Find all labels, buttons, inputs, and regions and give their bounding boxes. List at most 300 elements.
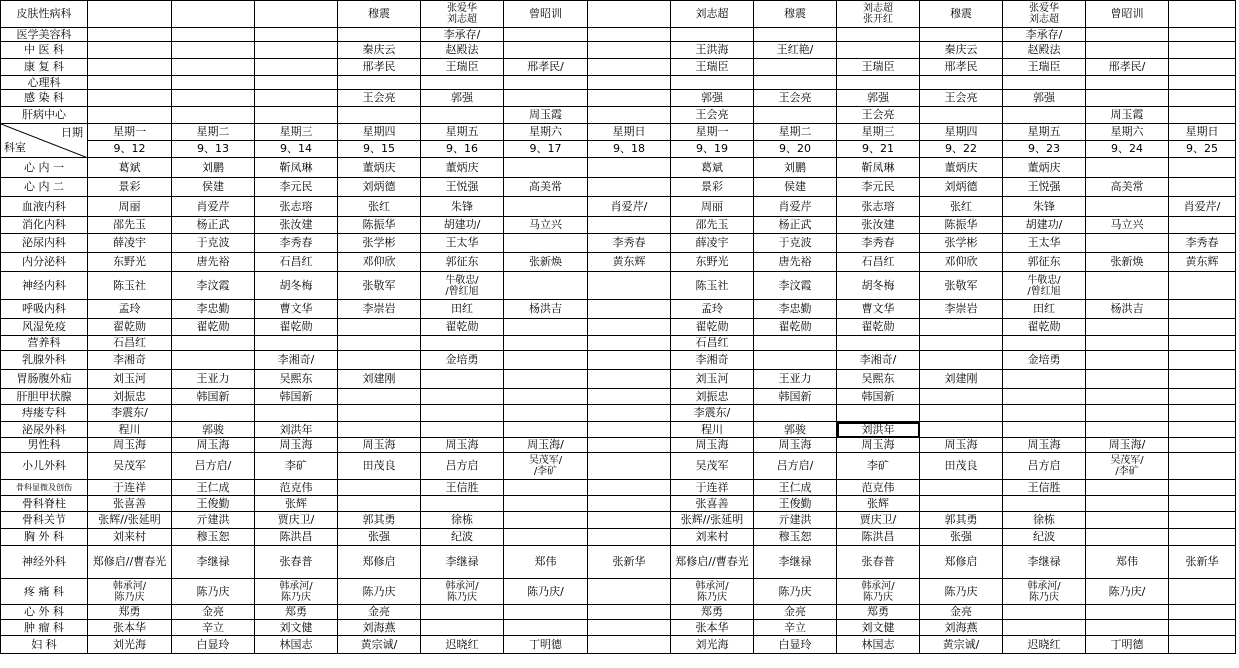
schedule-cell[interactable]: [338, 28, 421, 42]
dept-label[interactable]: 心理科: [1, 76, 88, 90]
schedule-cell[interactable]: [588, 59, 671, 76]
schedule-cell[interactable]: [1003, 620, 1086, 636]
schedule-cell[interactable]: 唐先裕: [754, 253, 837, 272]
schedule-cell[interactable]: 于连祥: [671, 480, 754, 496]
schedule-cell[interactable]: 程川: [88, 422, 172, 438]
schedule-cell[interactable]: [172, 28, 255, 42]
schedule-cell[interactable]: [1086, 351, 1169, 370]
schedule-cell[interactable]: [1086, 76, 1169, 90]
schedule-cell[interactable]: 张辉: [255, 496, 338, 512]
schedule-cell[interactable]: 刘来村: [671, 529, 754, 546]
schedule-cell[interactable]: 李湘奇: [88, 351, 172, 370]
schedule-cell[interactable]: 王悦强: [1003, 178, 1086, 197]
schedule-cell[interactable]: [837, 42, 920, 59]
schedule-cell[interactable]: 张辉//张延明: [671, 512, 754, 529]
schedule-cell[interactable]: 范克伟: [837, 480, 920, 496]
dept-label[interactable]: 妇 科: [1, 636, 88, 654]
schedule-cell[interactable]: 李震东/: [671, 405, 754, 422]
schedule-cell[interactable]: 郑修启: [920, 546, 1003, 579]
schedule-cell[interactable]: [588, 422, 671, 438]
schedule-cell[interactable]: [421, 496, 504, 512]
schedule-cell[interactable]: [1169, 217, 1236, 234]
schedule-cell[interactable]: 迟晓红: [421, 636, 504, 654]
schedule-cell[interactable]: 吕方启/: [754, 453, 837, 480]
schedule-cell[interactable]: 李汶霞: [172, 272, 255, 300]
schedule-cell[interactable]: [1169, 529, 1236, 546]
schedule-cell[interactable]: [588, 605, 671, 620]
schedule-cell[interactable]: [504, 351, 588, 370]
schedule-cell[interactable]: [1169, 76, 1236, 90]
schedule-cell[interactable]: 李承存/: [421, 28, 504, 42]
dept-label[interactable]: 内分泌科: [1, 253, 88, 272]
schedule-cell[interactable]: 侯建: [172, 178, 255, 197]
schedule-cell[interactable]: 金亮: [172, 605, 255, 620]
schedule-cell[interactable]: [255, 107, 338, 124]
schedule-cell[interactable]: 于连祥: [88, 480, 172, 496]
schedule-cell[interactable]: 张敬军: [920, 272, 1003, 300]
schedule-cell[interactable]: 周玉海: [88, 438, 172, 453]
schedule-cell[interactable]: [1086, 512, 1169, 529]
schedule-cell[interactable]: 杨洪吉: [1086, 300, 1169, 319]
schedule-cell[interactable]: [421, 370, 504, 389]
schedule-cell[interactable]: 陈乃庆: [338, 579, 421, 605]
schedule-cell[interactable]: [504, 272, 588, 300]
dept-label[interactable]: 泌尿外科: [1, 422, 88, 438]
schedule-cell[interactable]: 王亚力: [754, 370, 837, 389]
schedule-cell[interactable]: [255, 76, 338, 90]
schedule-cell[interactable]: 胡建功/: [1003, 217, 1086, 234]
schedule-cell[interactable]: [1169, 453, 1236, 480]
dept-label[interactable]: 血液内科: [1, 197, 88, 217]
schedule-cell[interactable]: 张春普: [255, 546, 338, 579]
dept-label[interactable]: 疼 痛 科: [1, 579, 88, 605]
dept-label[interactable]: 骨科脊柱: [1, 496, 88, 512]
schedule-cell[interactable]: [504, 42, 588, 59]
schedule-cell[interactable]: 王悦强: [421, 178, 504, 197]
schedule-cell[interactable]: 刘来村: [88, 529, 172, 546]
schedule-cell[interactable]: 刘建刚: [920, 370, 1003, 389]
schedule-cell[interactable]: 张新焕: [504, 253, 588, 272]
schedule-cell[interactable]: [1086, 480, 1169, 496]
dept-label[interactable]: 心 内 一: [1, 158, 88, 178]
schedule-cell[interactable]: [88, 107, 172, 124]
schedule-cell[interactable]: [504, 76, 588, 90]
schedule-cell[interactable]: 邵先玉: [88, 217, 172, 234]
schedule-cell[interactable]: 王太华: [1003, 234, 1086, 253]
schedule-cell[interactable]: 石昌红: [837, 253, 920, 272]
schedule-cell[interactable]: 唐先裕: [172, 253, 255, 272]
schedule-cell[interactable]: [1086, 197, 1169, 217]
schedule-cell[interactable]: 东野光: [671, 253, 754, 272]
schedule-cell[interactable]: 丁明德: [504, 636, 588, 654]
schedule-cell[interactable]: 吴茂军: [88, 453, 172, 480]
schedule-cell[interactable]: [837, 405, 920, 422]
schedule-cell[interactable]: 白显玲: [172, 636, 255, 654]
schedule-cell[interactable]: [754, 351, 837, 370]
schedule-cell[interactable]: [88, 42, 172, 59]
schedule-cell[interactable]: 张喜善: [671, 496, 754, 512]
schedule-cell[interactable]: [504, 336, 588, 351]
schedule-cell[interactable]: 李秀春: [837, 234, 920, 253]
schedule-cell[interactable]: 刘玉河: [88, 370, 172, 389]
schedule-cell[interactable]: [1086, 28, 1169, 42]
schedule-cell[interactable]: [255, 90, 338, 107]
schedule-cell[interactable]: 董炳庆: [920, 158, 1003, 178]
dept-label[interactable]: 感 染 科: [1, 90, 88, 107]
schedule-cell[interactable]: 周玉海/: [504, 438, 588, 453]
schedule-cell[interactable]: 穆震: [920, 1, 1003, 28]
schedule-cell[interactable]: 李秀春: [588, 234, 671, 253]
schedule-cell[interactable]: 王会亮: [754, 90, 837, 107]
schedule-cell[interactable]: 胡冬梅: [255, 272, 338, 300]
schedule-cell[interactable]: 林国志: [255, 636, 338, 654]
schedule-cell[interactable]: 白显玲: [754, 636, 837, 654]
schedule-cell[interactable]: 郭骏: [172, 422, 255, 438]
schedule-cell[interactable]: 王信胜: [421, 480, 504, 496]
schedule-cell[interactable]: 王瑞臣: [421, 59, 504, 76]
schedule-cell[interactable]: 董炳庆: [1003, 158, 1086, 178]
schedule-cell[interactable]: 刘鹏: [754, 158, 837, 178]
schedule-cell[interactable]: [1003, 605, 1086, 620]
schedule-cell[interactable]: 郑修启: [338, 546, 421, 579]
schedule-cell[interactable]: 靳凤琳: [255, 158, 338, 178]
schedule-cell[interactable]: [588, 42, 671, 59]
schedule-cell[interactable]: 石昌红: [671, 336, 754, 351]
schedule-cell[interactable]: 孟玲: [671, 300, 754, 319]
schedule-cell[interactable]: [1169, 300, 1236, 319]
schedule-cell[interactable]: [588, 178, 671, 197]
schedule-cell[interactable]: 邓仰欣: [920, 253, 1003, 272]
schedule-cell[interactable]: [837, 1, 920, 28]
schedule-cell[interactable]: 薛凌宇: [88, 234, 172, 253]
dept-label[interactable]: 营养科: [1, 336, 88, 351]
schedule-cell[interactable]: [754, 336, 837, 351]
schedule-cell[interactable]: [338, 422, 421, 438]
dept-label[interactable]: 呼吸内科: [1, 300, 88, 319]
schedule-cell[interactable]: 秦庆云: [338, 42, 421, 59]
schedule-cell[interactable]: [504, 529, 588, 546]
schedule-cell[interactable]: 曾昭训: [504, 1, 588, 28]
schedule-cell[interactable]: 翟乾勋: [421, 319, 504, 336]
schedule-cell[interactable]: [588, 529, 671, 546]
schedule-cell[interactable]: [504, 605, 588, 620]
schedule-cell[interactable]: [504, 480, 588, 496]
schedule-cell[interactable]: [1169, 636, 1236, 654]
schedule-cell[interactable]: [421, 336, 504, 351]
schedule-cell[interactable]: [421, 389, 504, 405]
schedule-cell[interactable]: [504, 512, 588, 529]
schedule-cell[interactable]: [754, 405, 837, 422]
schedule-cell[interactable]: 吕方启: [1003, 453, 1086, 480]
schedule-cell[interactable]: 杨正武: [172, 217, 255, 234]
schedule-cell[interactable]: 郑伟: [1086, 546, 1169, 579]
schedule-cell[interactable]: [588, 107, 671, 124]
schedule-cell[interactable]: 赵殿法: [421, 42, 504, 59]
schedule-cell[interactable]: [588, 480, 671, 496]
schedule-cell[interactable]: 张新华: [588, 546, 671, 579]
schedule-cell[interactable]: 侯建: [754, 178, 837, 197]
schedule-cell[interactable]: 郭强: [837, 90, 920, 107]
schedule-cell[interactable]: 韩国新: [172, 389, 255, 405]
dept-label[interactable]: 痔瘘专科: [1, 405, 88, 422]
schedule-cell[interactable]: 郭强: [1003, 90, 1086, 107]
schedule-cell[interactable]: [1169, 28, 1236, 42]
schedule-cell[interactable]: [338, 480, 421, 496]
schedule-cell[interactable]: 高美常: [504, 178, 588, 197]
schedule-cell[interactable]: 张红: [338, 197, 421, 217]
schedule-cell[interactable]: 景彩: [671, 178, 754, 197]
schedule-cell[interactable]: [1003, 496, 1086, 512]
schedule-cell[interactable]: [88, 90, 172, 107]
dept-label[interactable]: 胃肠腹外疝: [1, 370, 88, 389]
schedule-cell[interactable]: 刘玉河: [671, 370, 754, 389]
schedule-cell[interactable]: 刘振忠: [671, 389, 754, 405]
schedule-cell[interactable]: 韩国新: [255, 389, 338, 405]
schedule-cell[interactable]: 黄东辉: [588, 253, 671, 272]
schedule-cell[interactable]: [1003, 272, 1086, 300]
schedule-cell[interactable]: 葛斌: [671, 158, 754, 178]
schedule-cell[interactable]: 东野光: [88, 253, 172, 272]
schedule-cell[interactable]: 邓仰欣: [338, 253, 421, 272]
schedule-cell[interactable]: 程川: [671, 422, 754, 438]
schedule-cell[interactable]: [671, 28, 754, 42]
schedule-cell[interactable]: 周玉海: [671, 438, 754, 453]
schedule-cell[interactable]: 王红艳/: [754, 42, 837, 59]
schedule-cell[interactable]: 李继禄: [1003, 546, 1086, 579]
dept-label[interactable]: 中 医 科: [1, 42, 88, 59]
schedule-cell[interactable]: [920, 28, 1003, 42]
schedule-cell[interactable]: 王仁成: [172, 480, 255, 496]
schedule-cell[interactable]: 郑勇: [671, 605, 754, 620]
schedule-cell[interactable]: [1169, 42, 1236, 59]
schedule-cell[interactable]: 马立兴: [1086, 217, 1169, 234]
dept-label[interactable]: 肝胆甲状腺: [1, 389, 88, 405]
schedule-cell[interactable]: 韩国新: [754, 389, 837, 405]
schedule-cell[interactable]: [1003, 422, 1086, 438]
schedule-cell[interactable]: [1169, 370, 1236, 389]
schedule-cell[interactable]: 肖爱芹/: [588, 197, 671, 217]
schedule-cell[interactable]: [504, 158, 588, 178]
schedule-cell[interactable]: 刘海燕: [920, 620, 1003, 636]
dept-label[interactable]: 医学美容科: [1, 28, 88, 42]
schedule-cell[interactable]: [920, 389, 1003, 405]
schedule-cell[interactable]: [504, 389, 588, 405]
schedule-cell[interactable]: [1086, 370, 1169, 389]
schedule-cell[interactable]: 刘洪年: [255, 422, 338, 438]
schedule-cell[interactable]: 郑勇: [255, 605, 338, 620]
schedule-cell[interactable]: 王俊勤: [754, 496, 837, 512]
schedule-cell[interactable]: 纪波: [1003, 529, 1086, 546]
schedule-cell[interactable]: [1086, 234, 1169, 253]
schedule-cell[interactable]: 郑勇: [88, 605, 172, 620]
schedule-cell[interactable]: [588, 370, 671, 389]
schedule-cell[interactable]: [421, 1, 504, 28]
schedule-cell[interactable]: [421, 605, 504, 620]
schedule-cell[interactable]: 贾庆卫/: [255, 512, 338, 529]
schedule-cell[interactable]: [504, 453, 588, 480]
schedule-cell[interactable]: 高美常: [1086, 178, 1169, 197]
schedule-cell[interactable]: 王信胜: [1003, 480, 1086, 496]
schedule-cell[interactable]: [920, 405, 1003, 422]
schedule-cell[interactable]: 邢孝民/: [504, 59, 588, 76]
schedule-cell[interactable]: 陈振华: [920, 217, 1003, 234]
dept-label[interactable]: 肿 瘤 科: [1, 620, 88, 636]
schedule-cell[interactable]: 亓建洪: [754, 512, 837, 529]
schedule-cell[interactable]: 郭征东: [1003, 253, 1086, 272]
schedule-cell[interactable]: 刘振忠: [88, 389, 172, 405]
schedule-cell[interactable]: 张喜善: [88, 496, 172, 512]
schedule-cell[interactable]: 郭其勇: [338, 512, 421, 529]
schedule-cell[interactable]: 刘炳德: [338, 178, 421, 197]
schedule-cell[interactable]: [255, 42, 338, 59]
schedule-cell[interactable]: 王会亮: [338, 90, 421, 107]
schedule-cell[interactable]: 金培勇: [421, 351, 504, 370]
schedule-cell[interactable]: [1169, 496, 1236, 512]
schedule-cell[interactable]: 郭其勇: [920, 512, 1003, 529]
schedule-cell[interactable]: 穆玉恕: [172, 529, 255, 546]
dept-label[interactable]: 消化内科: [1, 217, 88, 234]
schedule-cell[interactable]: 纪波: [421, 529, 504, 546]
schedule-cell[interactable]: 孟玲: [88, 300, 172, 319]
schedule-cell[interactable]: 丁明德: [1086, 636, 1169, 654]
schedule-cell[interactable]: [1086, 336, 1169, 351]
schedule-cell[interactable]: [338, 389, 421, 405]
schedule-cell[interactable]: [588, 405, 671, 422]
schedule-cell[interactable]: 刘文健: [255, 620, 338, 636]
schedule-cell[interactable]: [588, 438, 671, 453]
schedule-cell[interactable]: [338, 319, 421, 336]
schedule-cell[interactable]: 曹文华: [837, 300, 920, 319]
schedule-cell[interactable]: [588, 90, 671, 107]
schedule-cell[interactable]: 胡建功/: [421, 217, 504, 234]
schedule-cell[interactable]: 田茂良: [338, 453, 421, 480]
schedule-cell[interactable]: [1169, 480, 1236, 496]
schedule-cell[interactable]: 张学彬: [338, 234, 421, 253]
dept-label[interactable]: 男性科: [1, 438, 88, 453]
schedule-cell[interactable]: 李元民: [837, 178, 920, 197]
schedule-cell[interactable]: 李湘奇/: [255, 351, 338, 370]
schedule-cell[interactable]: 吴茂军: [671, 453, 754, 480]
schedule-cell[interactable]: [588, 158, 671, 178]
schedule-cell[interactable]: [88, 579, 172, 605]
schedule-cell[interactable]: 周玉海: [754, 438, 837, 453]
schedule-cell[interactable]: 迟晓红: [1003, 636, 1086, 654]
schedule-cell[interactable]: 张汝建: [255, 217, 338, 234]
schedule-cell[interactable]: [1169, 90, 1236, 107]
schedule-cell[interactable]: [837, 76, 920, 90]
schedule-cell[interactable]: 张强: [920, 529, 1003, 546]
schedule-cell[interactable]: 陈洪昌: [255, 529, 338, 546]
schedule-cell[interactable]: 王瑞臣: [671, 59, 754, 76]
schedule-cell[interactable]: 王会亮: [920, 90, 1003, 107]
schedule-cell[interactable]: 董炳庆: [421, 158, 504, 178]
schedule-cell[interactable]: 李湘奇/: [837, 351, 920, 370]
schedule-cell[interactable]: [588, 496, 671, 512]
schedule-cell[interactable]: 李继禄: [421, 546, 504, 579]
schedule-cell[interactable]: [1169, 1, 1236, 28]
schedule-cell[interactable]: 朱锋: [421, 197, 504, 217]
schedule-cell[interactable]: [920, 107, 1003, 124]
schedule-cell[interactable]: 张新华: [1169, 546, 1236, 579]
schedule-cell[interactable]: 陈乃庆: [172, 579, 255, 605]
schedule-cell[interactable]: 徐栋: [421, 512, 504, 529]
schedule-cell[interactable]: 黄宗诚/: [338, 636, 421, 654]
schedule-cell[interactable]: [920, 480, 1003, 496]
schedule-cell[interactable]: 穆震: [754, 1, 837, 28]
schedule-cell[interactable]: [1086, 405, 1169, 422]
schedule-cell[interactable]: [255, 579, 338, 605]
schedule-cell[interactable]: [1169, 336, 1236, 351]
schedule-cell[interactable]: [1169, 59, 1236, 76]
schedule-cell[interactable]: [754, 107, 837, 124]
schedule-cell[interactable]: [172, 351, 255, 370]
dept-label[interactable]: 神经内科: [1, 272, 88, 300]
schedule-cell[interactable]: [338, 351, 421, 370]
schedule-cell[interactable]: [255, 336, 338, 351]
schedule-cell[interactable]: [255, 405, 338, 422]
schedule-cell[interactable]: [1003, 370, 1086, 389]
schedule-cell[interactable]: 辛立: [754, 620, 837, 636]
schedule-cell[interactable]: 郑伟: [504, 546, 588, 579]
schedule-cell[interactable]: [1086, 529, 1169, 546]
schedule-cell[interactable]: [1169, 319, 1236, 336]
schedule-cell[interactable]: [588, 76, 671, 90]
schedule-cell[interactable]: 刘光海: [671, 636, 754, 654]
schedule-cell[interactable]: [671, 579, 754, 605]
dept-label[interactable]: 小儿外科: [1, 453, 88, 480]
schedule-cell[interactable]: 张强: [338, 529, 421, 546]
schedule-cell[interactable]: [588, 1, 671, 28]
schedule-cell[interactable]: 李元民: [255, 178, 338, 197]
schedule-cell[interactable]: 李继禄: [172, 546, 255, 579]
schedule-cell[interactable]: [754, 59, 837, 76]
schedule-cell[interactable]: 田茂良: [920, 453, 1003, 480]
schedule-cell[interactable]: [1086, 319, 1169, 336]
schedule-cell[interactable]: 胡冬梅: [837, 272, 920, 300]
schedule-cell[interactable]: 周玉霞: [504, 107, 588, 124]
schedule-cell[interactable]: [588, 512, 671, 529]
schedule-cell[interactable]: 陈乃庆/: [1086, 579, 1169, 605]
schedule-cell[interactable]: [338, 107, 421, 124]
dept-label[interactable]: 康 复 科: [1, 59, 88, 76]
schedule-cell[interactable]: [837, 28, 920, 42]
schedule-cell[interactable]: 邢孝民: [920, 59, 1003, 76]
schedule-cell[interactable]: 曹文华: [255, 300, 338, 319]
schedule-cell[interactable]: [172, 90, 255, 107]
schedule-cell[interactable]: 周玉海/: [1086, 438, 1169, 453]
schedule-cell[interactable]: 肖爱芹: [172, 197, 255, 217]
schedule-cell[interactable]: 李湘奇: [671, 351, 754, 370]
schedule-cell[interactable]: 周玉海: [837, 438, 920, 453]
dept-label[interactable]: 皮肤性病科: [1, 1, 88, 28]
schedule-cell[interactable]: 刘洪年: [837, 422, 920, 438]
schedule-cell[interactable]: 吕方启/: [172, 453, 255, 480]
schedule-cell[interactable]: 张本华: [671, 620, 754, 636]
schedule-cell[interactable]: [920, 351, 1003, 370]
schedule-cell[interactable]: 肖爱芹/: [1169, 197, 1236, 217]
schedule-cell[interactable]: 邵先玉: [671, 217, 754, 234]
schedule-cell[interactable]: [1086, 158, 1169, 178]
schedule-cell[interactable]: 刘文健: [837, 620, 920, 636]
schedule-cell[interactable]: [338, 405, 421, 422]
schedule-cell[interactable]: [588, 636, 671, 654]
schedule-cell[interactable]: [255, 59, 338, 76]
schedule-cell[interactable]: 张敬军: [338, 272, 421, 300]
schedule-cell[interactable]: 林国志: [837, 636, 920, 654]
schedule-cell[interactable]: [88, 28, 172, 42]
schedule-cell[interactable]: 郭强: [671, 90, 754, 107]
schedule-cell[interactable]: [588, 300, 671, 319]
